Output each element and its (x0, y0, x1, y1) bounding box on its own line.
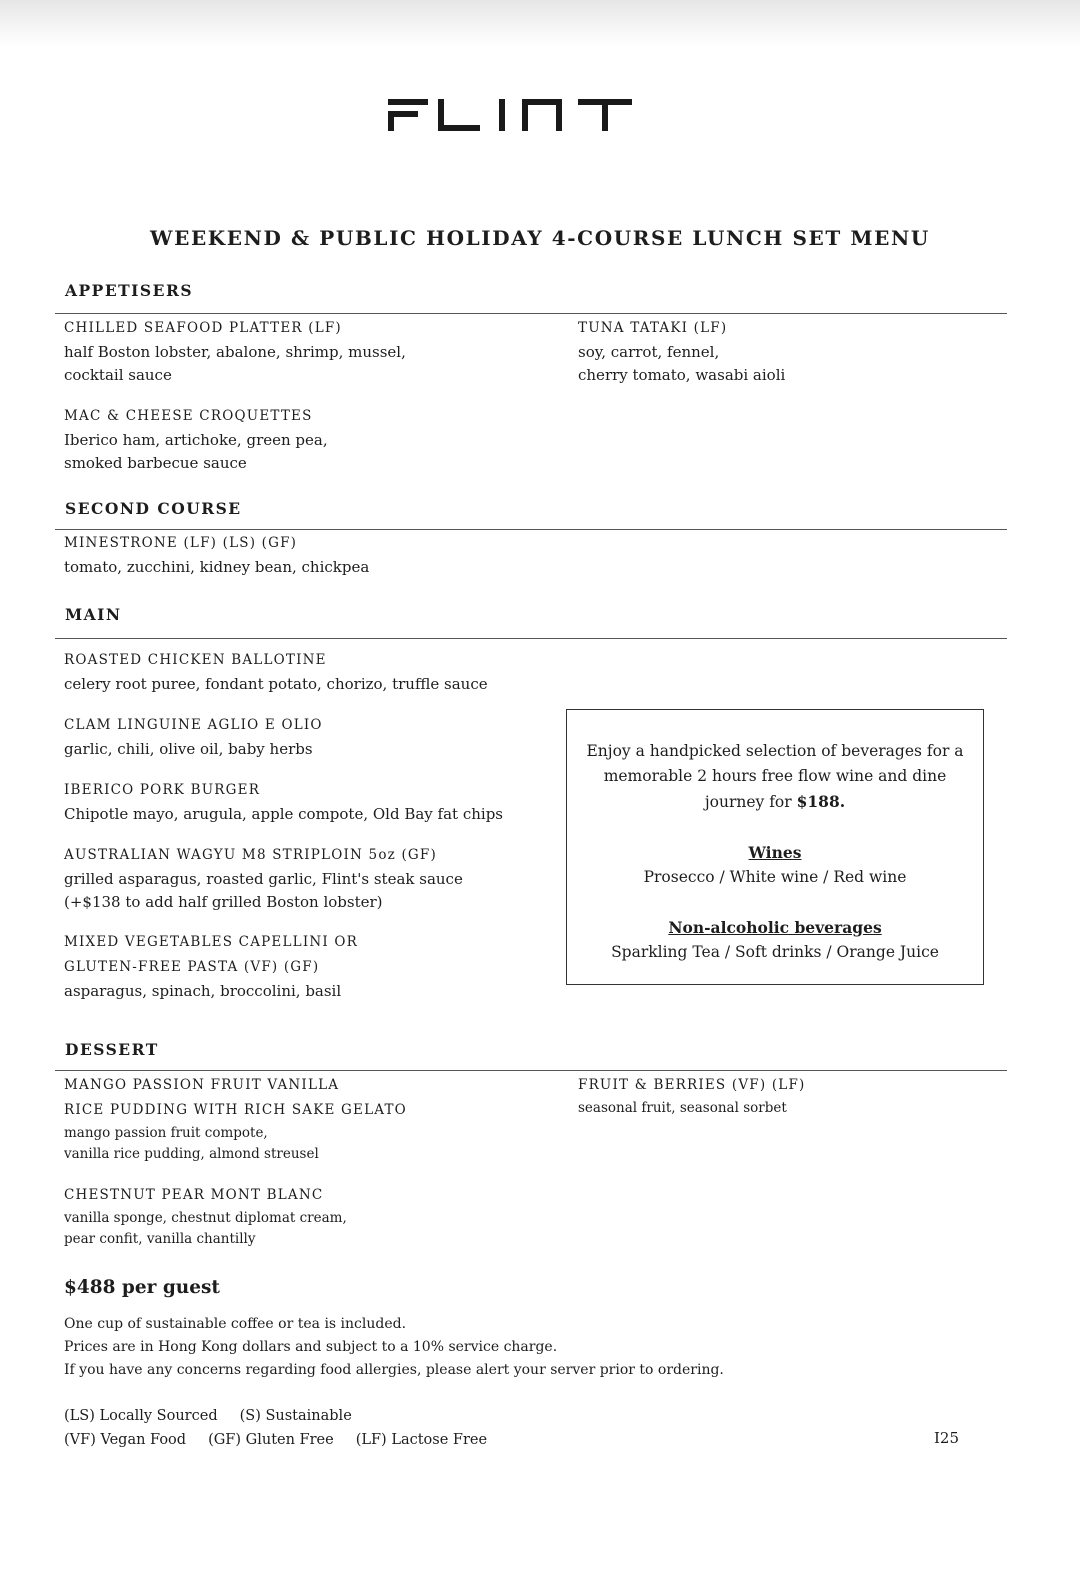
item-name: MAC & CHEESE CROQUETTES (64, 408, 313, 424)
menu-notes (64, 1313, 724, 1382)
flint-logo (388, 99, 632, 133)
dessert-heading: DESSERT (65, 1040, 159, 1059)
item-name: ROASTED CHICKEN BALLOTINE (64, 652, 327, 668)
set-price: $488 per guest (64, 1277, 220, 1298)
beverage-intro (567, 739, 983, 815)
appetisers-divider (55, 313, 1007, 314)
menu-item (64, 404, 544, 475)
menu-item (64, 1183, 544, 1250)
item-description: grilled asparagus, roasted garlic, Flint's steak sauce (+$138 to add half grilled Boston lobster) (64, 870, 463, 911)
non-alcoholic-heading: Non-alcoholic beverages (668, 918, 882, 937)
main-heading: MAIN (65, 605, 122, 624)
legend-gf: (GF) Gluten Free (208, 1432, 334, 1448)
item-name: MANGO PASSION FRUIT VANILLA RICE PUDDING WITH RICH SAKE GELATO (64, 1077, 407, 1118)
top-shadow (0, 0, 1080, 46)
item-description: vanilla sponge, chestnut diplomat cream, pear confit, vanilla chantilly (64, 1210, 347, 1247)
item-name: MINESTRONE (LF) (LS) (GF) (64, 535, 298, 551)
menu-item (64, 778, 544, 826)
menu-item (64, 316, 544, 387)
item-name: CHESTNUT PEAR MONT BLANC (64, 1187, 324, 1203)
item-description: soy, carrot, fennel, cherry tomato, wasabi aioli (578, 343, 786, 384)
item-description: seasonal fruit, seasonal sorbet (578, 1100, 787, 1116)
item-description: asparagus, spinach, broccolini, basil (64, 982, 342, 1000)
page-code: I25 (934, 1429, 960, 1447)
item-description: tomato, zucchini, kidney bean, chickpea (64, 558, 370, 576)
wines-heading: Wines (748, 843, 802, 862)
item-description: garlic, chili, olive oil, baby herbs (64, 740, 313, 758)
note-line: One cup of sustainable coffee or tea is included. (64, 1316, 407, 1332)
note-line: Prices are in Hong Kong dollars and subject to a 10% service charge. (64, 1339, 558, 1355)
item-name: MIXED VEGETABLES CAPELLINI OR GLUTEN-FREE PASTA (VF) (GF) (64, 934, 359, 975)
beverage-price: $188. (796, 792, 846, 811)
item-description: Chipotle mayo, arugula, apple compote, Old Bay fat chips (64, 805, 503, 823)
item-description: half Boston lobster, abalone, shrimp, mussel, cocktail sauce (64, 343, 406, 384)
beverage-package-box (566, 709, 984, 985)
note-line: If you have any concerns regarding food allergies, please alert your server prior to ordering. (64, 1362, 724, 1378)
item-description: mango passion fruit compote, vanilla rice pudding, almond streusel (64, 1125, 319, 1162)
main-divider (55, 638, 1007, 639)
item-name: IBERICO PORK BURGER (64, 782, 261, 798)
second-course-heading: SECOND COURSE (65, 499, 242, 518)
item-name: AUSTRALIAN WAGYU M8 STRIPLOIN 5oz (GF) (64, 847, 437, 863)
legend-s: (S) Sustainable (239, 1408, 352, 1424)
menu-item (64, 531, 544, 579)
item-name: FRUIT & BERRIES (VF) (LF) (578, 1077, 806, 1093)
menu-item (64, 1073, 544, 1165)
menu-title: WEEKEND & PUBLIC HOLIDAY 4-COURSE LUNCH SET MENU (150, 226, 930, 250)
menu-item (578, 1073, 1058, 1119)
non-alcoholic-list: Sparkling Tea / Soft drinks / Orange Juice (611, 943, 939, 961)
beverage-intro-text: Enjoy a handpicked selection of beverages for a memorable 2 hours free flow wine and dine journey for (586, 742, 964, 811)
legend-ls: (LS) Locally Sourced (64, 1408, 218, 1424)
item-description: celery root puree, fondant potato, chorizo, truffle sauce (64, 675, 488, 693)
item-description: Iberico ham, artichoke, green pea, smoked barbecue sauce (64, 431, 328, 472)
item-name: TUNA TATAKI (LF) (578, 320, 728, 336)
dietary-legend (64, 1404, 509, 1452)
menu-item (578, 316, 1058, 387)
menu-item (64, 713, 544, 761)
menu-item (64, 648, 544, 696)
menu-item (64, 843, 544, 914)
wines-list: Prosecco / White wine / Red wine (643, 868, 907, 886)
appetisers-heading: APPETISERS (65, 281, 194, 300)
item-name: CHILLED SEAFOOD PLATTER (LF) (64, 320, 342, 336)
second-course-divider (55, 529, 1007, 530)
legend-lf: (LF) Lactose Free (355, 1432, 488, 1448)
legend-vf: (VF) Vegan Food (64, 1432, 187, 1448)
menu-item (64, 930, 544, 1003)
dessert-divider (55, 1070, 1007, 1071)
item-name: CLAM LINGUINE AGLIO E OLIO (64, 717, 323, 733)
